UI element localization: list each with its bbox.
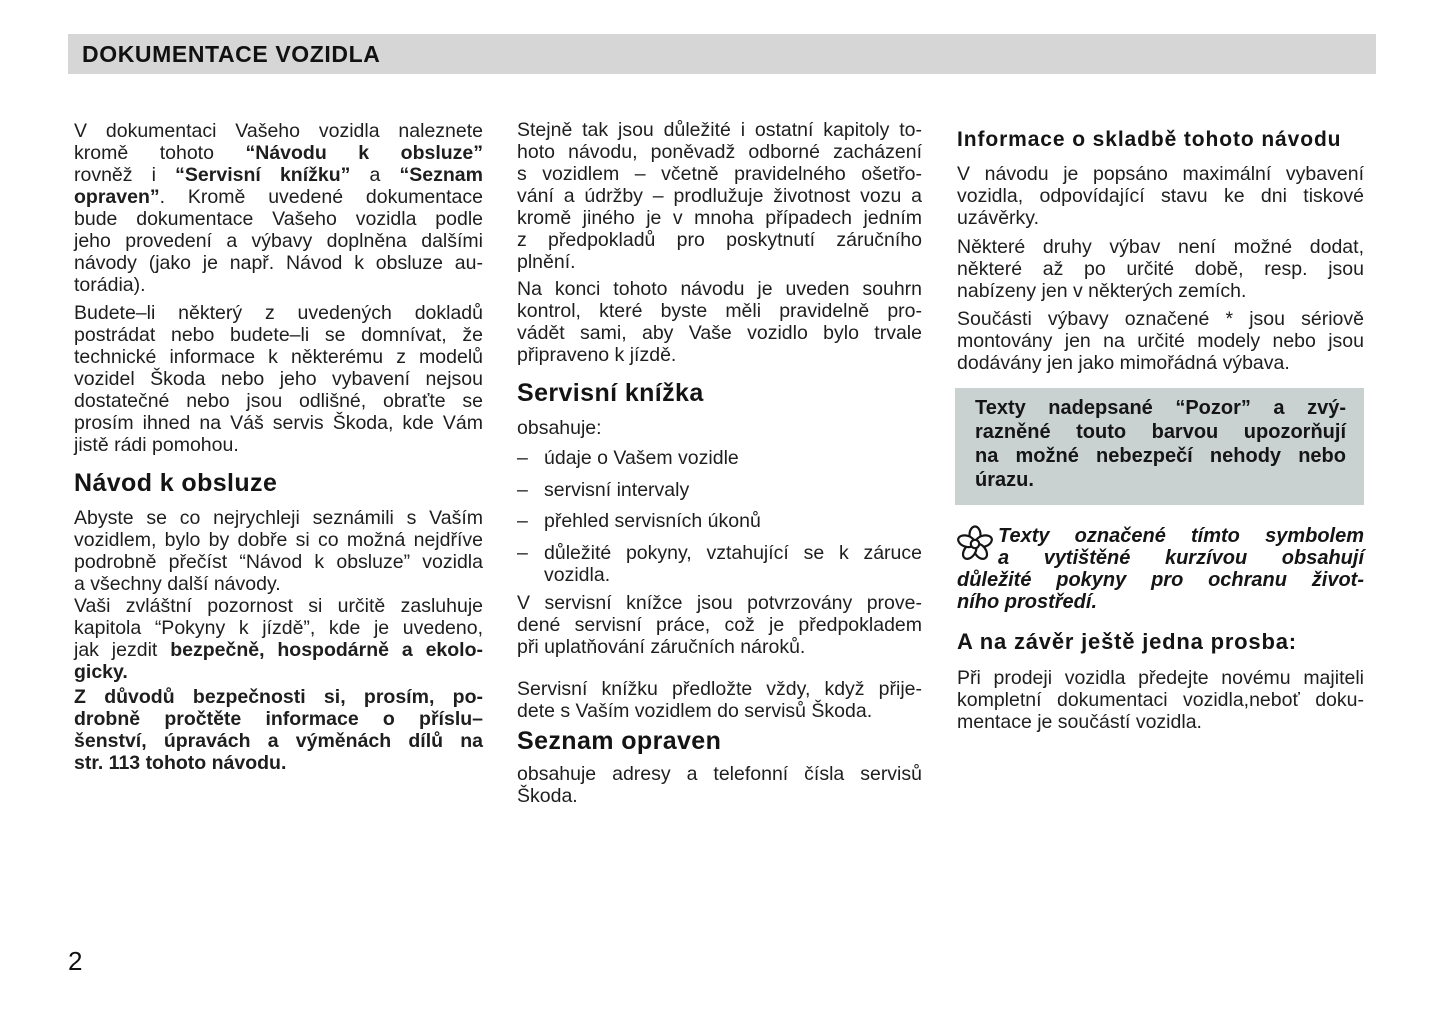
page-title: DOKUMENTACE VOZIDLA — [82, 41, 381, 67]
section-heading-structure: Informace o skladbě tohoto návodu — [957, 128, 1342, 151]
text-line: obsahuje adresy a telefonní čísla servisů — [517, 763, 922, 785]
text-line: Budete–li některý z uvedených dokladů — [74, 302, 483, 324]
bold-text: “Servisní knížku” — [175, 164, 351, 186]
text-line: vání a údržby – prodlužuje životnost vozu a — [517, 185, 922, 207]
bold-text: “Návodu k obsluze” — [245, 142, 484, 164]
text-line: některé až po určité době, resp. jsou — [957, 258, 1364, 280]
text-line: V servisní knížce jsou potvrzovány prove- — [517, 592, 922, 614]
text-line: Vaši zvláštní pozornost si určitě zasluhuje — [74, 595, 483, 617]
text-line: dodávány jen jako mimořádná výbava. — [957, 352, 1290, 374]
list-item — [517, 510, 922, 532]
text-line — [74, 164, 483, 186]
text-line — [74, 661, 483, 683]
list-item — [517, 447, 922, 469]
service-book-intro: obsahuje: — [517, 417, 602, 439]
text-line: ního prostředí. — [957, 591, 1097, 613]
text-line: Na konci tohoto návodu je uveden souhrn — [517, 278, 922, 300]
text-line: kompletní dokumentaci vozidla,neboť doku- — [957, 689, 1364, 711]
text-line: vádět sami, aby Vaše vozidlo bylo trvale — [517, 322, 922, 344]
bold-text: opraven” — [74, 186, 160, 208]
text-run: kromě tohoto — [74, 142, 246, 164]
list-dash: – — [517, 541, 528, 564]
chapters-paragraph — [517, 119, 922, 273]
text-line: vozidla. — [544, 563, 611, 586]
final-request-paragraph — [957, 667, 1364, 733]
text-line: vozidel Škoda nebo jeho vybavení nejsou — [74, 368, 483, 390]
list-item — [517, 479, 922, 501]
list-item-text — [544, 479, 922, 501]
text-line: kromě jiného je v mnoha případech jedním — [517, 207, 922, 229]
section-heading-manual: Návod k obsluze — [74, 469, 278, 497]
text-line: prosím ihned na Váš servis Škoda, kde Vám — [74, 412, 483, 434]
list-item — [517, 542, 922, 586]
text-run: rovněž i — [74, 164, 176, 186]
text-line: hoto návodu, poněvadž odborné zacházení — [517, 141, 922, 163]
service-confirm-paragraph — [517, 592, 922, 658]
text-line: důležité pokyny pro ochranu život- — [957, 569, 1364, 591]
text-line: Některé druhy výbav není možné dodat, — [957, 236, 1364, 258]
text-line: Texty nadepsané “Pozor” a zvý- — [975, 397, 1346, 419]
list-dash: – — [517, 510, 528, 532]
text-run: a — [350, 164, 400, 186]
text-line: důležité pokyny, vztahující se k záruce — [544, 541, 922, 564]
environment-note — [957, 525, 1364, 613]
text-line: s vozidlem – včetně pravidelného ošetřo- — [517, 163, 922, 185]
page-number: 2 — [68, 946, 83, 976]
header-bar — [68, 34, 1376, 74]
text-line: šenství, úpravách a výměnách dílů na — [74, 730, 483, 752]
bold-text: “Seznam — [399, 164, 483, 186]
text-line: a vytištěné kurzívou obsahují — [998, 547, 1364, 569]
list-item-text — [544, 542, 922, 586]
equipment-paragraph — [957, 163, 1364, 229]
manual-paragraph — [74, 507, 483, 595]
text-run: . Kromě uvedené dokumentace — [159, 186, 483, 208]
availability-paragraph — [957, 236, 1364, 302]
text-line: na možné nebezpečí nehody nebo — [975, 445, 1346, 467]
text-line: dené servisní práce, což je předpokladem — [517, 614, 922, 636]
text-line — [74, 142, 483, 164]
text-line: přehled servisních úkonů — [544, 510, 761, 532]
text-line: podrobně přečíst “Návod k obsluze” vozidla — [74, 551, 483, 573]
text-line: Škoda. — [517, 785, 578, 807]
text-line: vozidlem, bylo by dobře si co možná nejdříve — [74, 529, 483, 551]
text-line: razněné touto barvou upozorňují — [975, 421, 1346, 443]
text-line: dete s Vaším vozidlem do servisů Škoda. — [517, 700, 873, 722]
text-line: nabízeny jen v některých zemích. — [957, 280, 1247, 302]
text-line: V návodu je popsáno maximální vybavení — [957, 163, 1364, 185]
text-line: úrazu. — [975, 469, 1034, 491]
text-line: Součásti výbavy označené * jsou sériově — [957, 308, 1364, 330]
text-line: str. 113 tohoto návodu. — [74, 752, 287, 774]
text-line: montovány jen na určité modely nebo jsou — [957, 330, 1364, 352]
text-line: plnění. — [517, 251, 576, 273]
text-line: údaje o Vašem vozidle — [544, 447, 739, 469]
text-line — [74, 639, 483, 661]
list-dash: – — [517, 447, 528, 469]
text-line: jeho provedení a výbavy doplněna dalšími — [74, 230, 483, 252]
list-dash: – — [517, 478, 528, 501]
text-line: bude dokumentace Vašeho vozidla podle — [74, 208, 483, 230]
text-line: a všechny další návody. — [74, 573, 281, 595]
text-line: servisní intervaly — [544, 478, 690, 501]
warning-box — [955, 388, 1364, 505]
warning-box-text — [975, 396, 1346, 492]
text-line: V dokumentaci Vašeho vozidla naleznete — [74, 120, 483, 142]
text-line: kapitola “Pokyny k jízdě”, kde je uvedeno, — [74, 617, 483, 639]
text-line: Při prodeji vozidla předejte novému majiteli — [957, 667, 1364, 689]
text-line: z předpokladů pro poskytnutí záručního — [517, 229, 922, 251]
missing-documents-paragraph — [74, 302, 483, 456]
section-heading-repair-list: Seznam opraven — [517, 727, 722, 755]
text-line: technické informace k některému z modelů — [74, 346, 483, 368]
text-line: dostatečné nebo jsou odlišné, obraťte se — [74, 390, 483, 412]
text-line: Servisní knížku předložte vždy, když přije- — [517, 678, 922, 700]
text-line: torádia). — [74, 274, 146, 296]
text-line: vozidla, odpovídající stavu ke dni tiskové — [957, 185, 1364, 207]
list-item-text — [544, 510, 922, 532]
text-line: Texty označené tímto symbolem — [998, 525, 1364, 547]
repair-list-paragraph — [517, 763, 922, 807]
optional-equipment-paragraph — [957, 308, 1364, 374]
text-line: připraveno k jízdě. — [517, 344, 677, 366]
checks-paragraph — [517, 278, 922, 366]
safety-note — [74, 686, 483, 774]
text-line: Stejně tak jsou důležité i ostatní kapitoly to- — [517, 119, 922, 141]
driving-paragraph — [74, 595, 483, 683]
service-present-paragraph — [517, 678, 922, 722]
text-line: jistě rádi pomohou. — [74, 434, 239, 456]
bold-text: bezpečně, hospodárně a ekolo- — [170, 639, 483, 661]
section-heading-final-request: A na závěr ještě jedna prosba: — [957, 629, 1297, 654]
text-line: Abyste se co nejrychleji seznámili s Vaším — [74, 507, 483, 529]
intro-paragraph — [74, 120, 483, 296]
text-line: mentace je součástí vozidla. — [957, 711, 1202, 733]
text-line: uzávěrky. — [957, 207, 1039, 229]
service-book-list — [517, 447, 922, 595]
bold-text: gicky. — [74, 661, 128, 683]
text-line: při uplatňování záručních nároků. — [517, 636, 806, 658]
section-heading-service-book: Servisní knížka — [517, 379, 704, 407]
text-line: postrádat nebo budete–li se domnívat, že — [74, 324, 483, 346]
list-item-text — [544, 447, 922, 469]
text-line: kontrol, které byste měli pravidelně pro- — [517, 300, 922, 322]
text-line: návody (jako je např. Návod k obsluze au- — [74, 252, 483, 274]
text-line — [74, 186, 483, 208]
text-line: Z důvodů bezpečnosti si, prosím, po- — [74, 686, 483, 708]
text-run: jak jezdit — [74, 639, 171, 661]
text-line: drobně pročtěte informace o příslu– — [74, 708, 483, 730]
